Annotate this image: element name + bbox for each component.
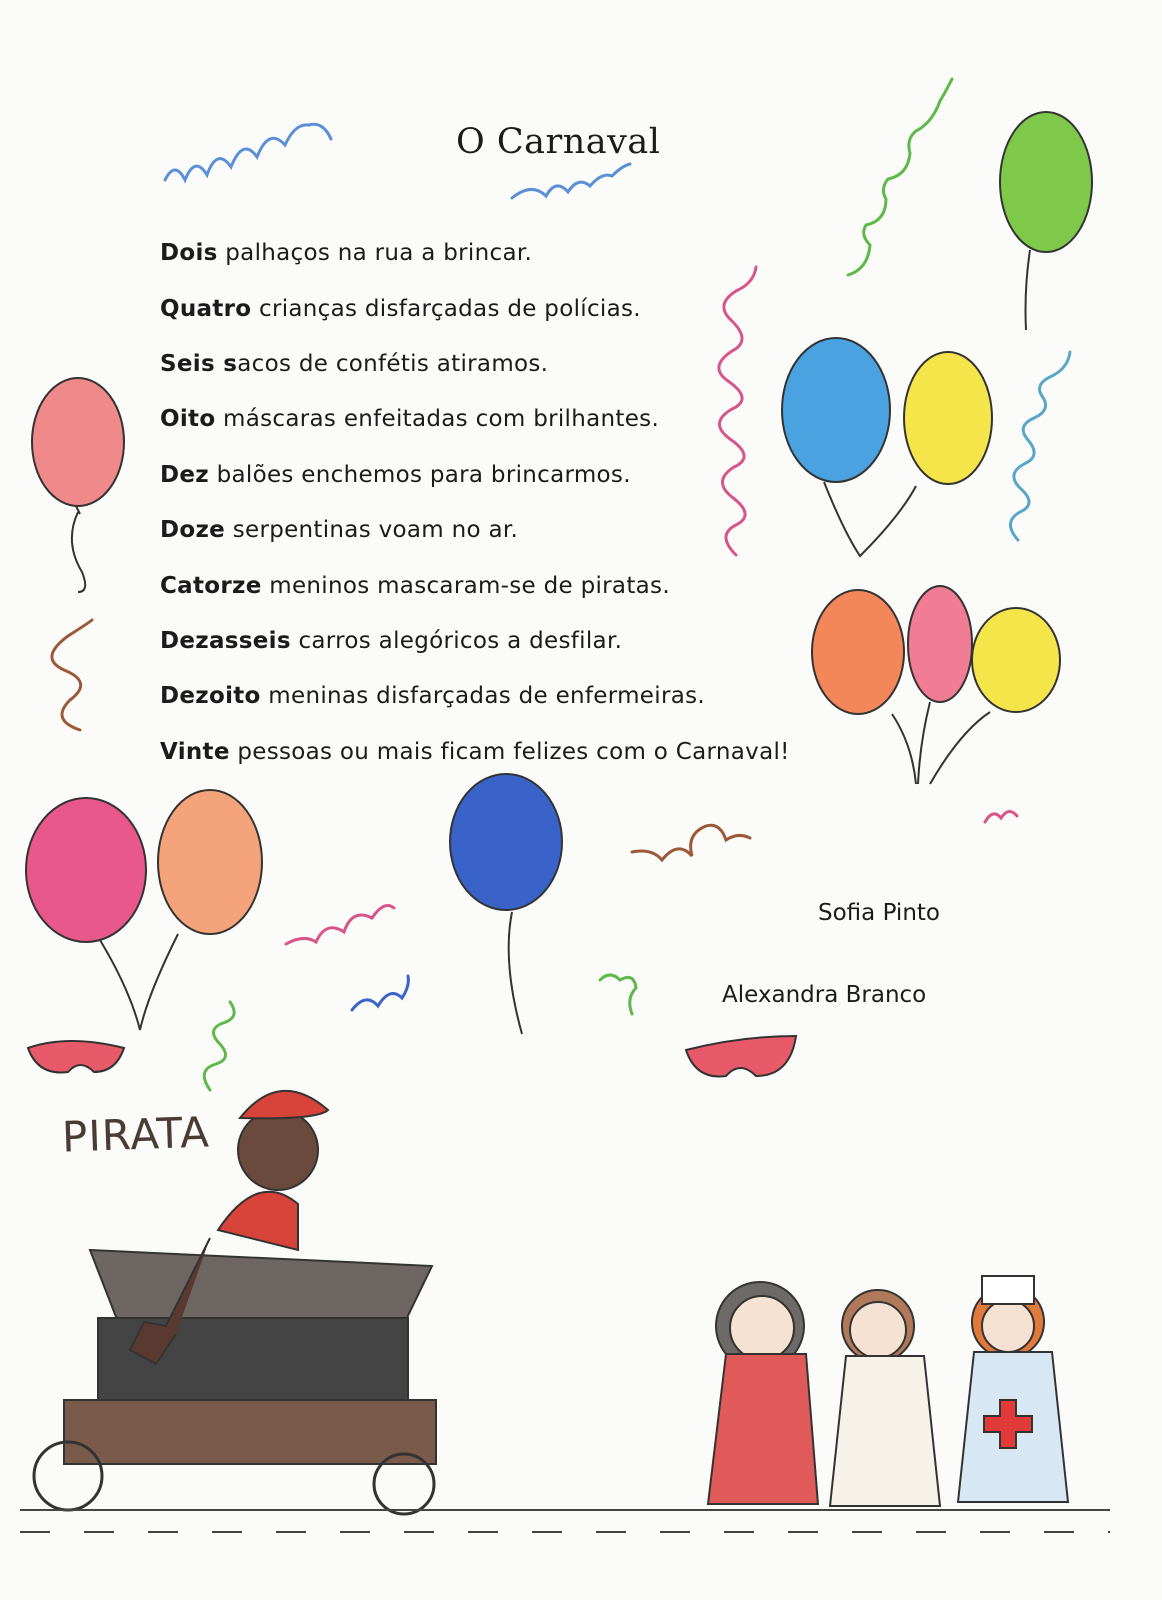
poem-text: palhaços na rua a brincar. [217, 240, 533, 266]
poem-text: meninas disfarçadas de enfermeiras. [260, 683, 705, 709]
streamer-icon [52, 620, 92, 730]
poem-text: acos de confétis atiramos. [237, 351, 549, 377]
poem-line [160, 573, 670, 599]
poem-number: Doze [160, 517, 226, 543]
poem-text: serpentinas voam no ar. [225, 517, 519, 543]
road-icon [20, 1510, 1110, 1532]
author-name: Alexandra Branco [722, 982, 927, 1008]
balloon-icon [782, 338, 992, 556]
poem-line [160, 240, 532, 266]
poem-number: Vinte [160, 739, 230, 765]
streamer-icon [204, 1002, 234, 1090]
poem-number: Dez [160, 462, 209, 488]
balloon-icon [812, 586, 1060, 784]
poem-line [160, 628, 622, 654]
balloon-icon [1000, 112, 1092, 330]
poem-number: Catorze [160, 573, 262, 599]
streamer-icon [600, 975, 636, 1014]
poem-text: máscaras enfeitadas com brilhantes. [215, 406, 660, 432]
balloon-icon [32, 378, 124, 592]
poem-line [160, 406, 659, 432]
streamer-icon [352, 976, 408, 1010]
poem-line [160, 683, 705, 709]
poem-text: carros alegóricos a desfilar. [290, 628, 623, 654]
poem-text: crianças disfarçadas de polícias. [251, 296, 641, 322]
author-name: Sofia Pinto [818, 900, 940, 926]
poem-title: O Carnaval [456, 122, 661, 162]
streamer-icon [165, 124, 331, 180]
poem-line [160, 296, 641, 322]
pirata-label: PIRATA [61, 1107, 211, 1162]
poem-text: pessoas ou mais ficam felizes com o Carnaval! [229, 739, 790, 765]
poem-line [160, 517, 518, 543]
poem-text: balões enchemos para brincarmos. [208, 462, 631, 488]
balloon-icon [450, 774, 562, 1034]
poem-number: Seis s [160, 351, 238, 377]
poem-line [160, 351, 548, 377]
streamer-icon [632, 825, 750, 860]
balloon-icon [26, 790, 262, 1030]
streamer-icon [848, 79, 952, 275]
kids-icon [708, 1276, 1068, 1506]
streamer-icon [286, 906, 394, 944]
poem-line [160, 462, 631, 488]
streamer-icon [1010, 352, 1070, 540]
streamer-icon [512, 164, 630, 198]
poem-number: Dezasseis [160, 628, 291, 654]
streamer-icon [719, 267, 756, 555]
poem-text: meninos mascaram-se de piratas. [261, 573, 670, 599]
poem-number: Dois [160, 240, 218, 266]
poem-number: Quatro [160, 296, 252, 322]
poem-number: Oito [160, 406, 216, 432]
mask-icon [686, 1036, 796, 1076]
mask-icon [28, 1041, 124, 1073]
poem-number: Dezoito [160, 683, 261, 709]
streamer-icon [985, 811, 1017, 822]
poem-line [160, 739, 790, 765]
